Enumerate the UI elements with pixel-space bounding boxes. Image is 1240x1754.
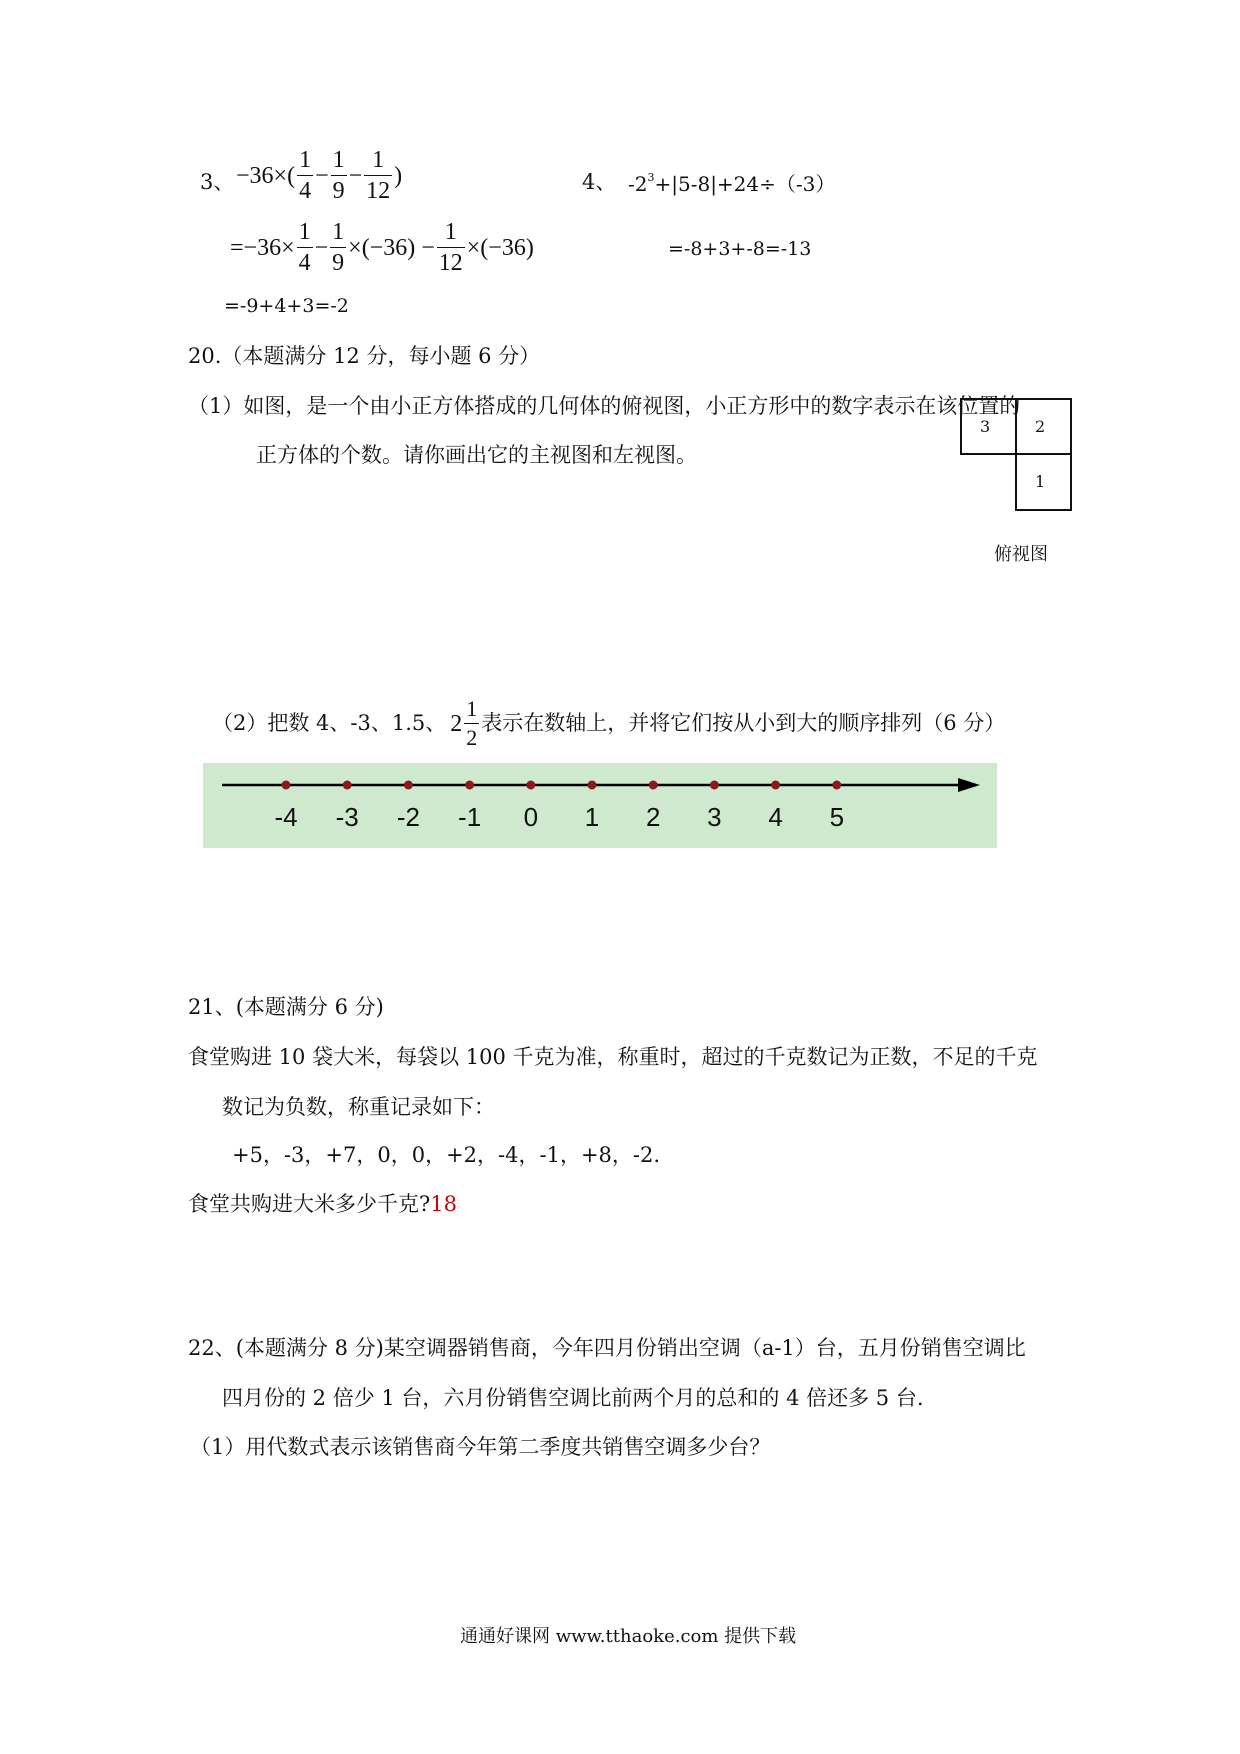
expr-part: ×(−36) −: [348, 234, 435, 261]
fraction: $\frac{1}{12}$: [366, 147, 391, 204]
number-line-label: 1: [584, 802, 600, 832]
fraction: $\frac{1}{9}$: [332, 147, 345, 204]
number-line-label: 5: [829, 802, 845, 832]
mixed-number-fraction: $\frac{1}{2}$: [466, 696, 478, 750]
number-line-point: [771, 781, 780, 790]
number-line-label: 4: [768, 802, 783, 832]
q20-header: 20.（本题满分 12 分，每小题 6 分）: [188, 344, 541, 368]
fraction: $\frac{1}{4}$: [299, 147, 312, 204]
number-line-label: -1: [458, 802, 482, 832]
number-line-point: [710, 781, 719, 790]
expr-part: +|5-8|+24÷（-3）: [654, 172, 836, 196]
q21-question: [188, 1194, 457, 1215]
number-line-point: [526, 781, 535, 790]
exponent: 3: [647, 171, 655, 184]
number-line-label: 0: [523, 802, 539, 832]
expr-part: −: [348, 162, 363, 189]
number-line-label: 2: [645, 802, 661, 832]
q21-answer: 18: [430, 1192, 457, 1216]
q19-4-result: =-8+3+-8=-13: [668, 238, 812, 260]
number-line-point: [649, 781, 658, 790]
expr-part: ×(−36): [466, 234, 534, 261]
q21-question-text: 食堂共购进大米多少千克?: [188, 1192, 431, 1216]
number-line-background: [203, 763, 997, 848]
number-line-label: -2: [396, 802, 420, 832]
q22-line2: 四月份的 2 倍少 1 台，六月份销售空调比前两个月的总和的 4 倍还多 5 台.: [222, 1386, 924, 1410]
fraction: $\frac{1}{9}$: [332, 219, 345, 276]
q20-part1-line2: 正方体的个数。请你画出它的主视图和左视图。: [256, 443, 697, 467]
grid-cell-value: 1: [1035, 472, 1046, 491]
expr-part: -2: [628, 172, 648, 196]
q21-line1: 食堂购进 10 袋大米，每袋以 100 千克为准，称重时，超过的千克数记为正数，不足的千克: [188, 1045, 1038, 1069]
number-line-point: [282, 781, 291, 790]
mixed-number-whole: 2: [450, 710, 463, 737]
q20-part1-line1: （1）如图，是一个由小正方体搭成的几何体的俯视图，小正方形中的数字表示在该位置的: [188, 394, 1021, 418]
number-line-point: [404, 781, 413, 790]
number-line-point: [465, 781, 474, 790]
number-line-label: -4: [274, 802, 298, 832]
grid-cell-value: 2: [1035, 417, 1046, 436]
expr-part: =−36×: [230, 234, 295, 261]
number-line-label: 3: [707, 802, 722, 832]
number-line-label: -3: [335, 802, 359, 832]
expr-part: −: [314, 234, 329, 261]
number-line-point: [588, 781, 597, 790]
fraction: $\frac{1}{4}$: [298, 219, 311, 276]
grid-caption: 俯视图: [994, 544, 1048, 565]
q19-4-label: 4、: [582, 170, 617, 194]
q22-part1: （1）用代数式表示该销售商今年第二季度共销售空调多少台？: [190, 1435, 771, 1459]
q22-line1: 22、(本题满分 8 分)某空调器销售商，今年四月份销出空调（a-1）台，五月份销售空调比: [188, 1336, 1026, 1360]
expr-part: −: [315, 162, 329, 189]
q20-part2-text: 表示在数轴上，并将它们按从小到大的顺序排列（6 分）: [481, 711, 1006, 735]
footer-credit: 通通好课网 www.tthaoke.com 提供下载: [460, 1626, 797, 1647]
expr-part: −36×(: [236, 162, 296, 189]
q19-3-label: 3、: [200, 170, 235, 194]
q19-3-result: =-9+4+3=-2: [224, 295, 349, 317]
q20-part2-text: （2）把数 4、-3、1.5、: [212, 711, 447, 735]
number-line-point: [832, 781, 841, 790]
q21-header: 21、(本题满分 6 分): [188, 995, 384, 1019]
grid-cell-value: 3: [980, 417, 991, 436]
number-line-point: [343, 781, 352, 790]
q21-line2: 数记为负数，称重记录如下：: [222, 1095, 495, 1119]
q21-weights: +5，-3，+7，0，0，+2，-4，-1，+8，-2.: [232, 1143, 661, 1167]
expr-part: ): [394, 162, 403, 189]
fraction: $\frac{1}{12}$: [438, 219, 463, 276]
